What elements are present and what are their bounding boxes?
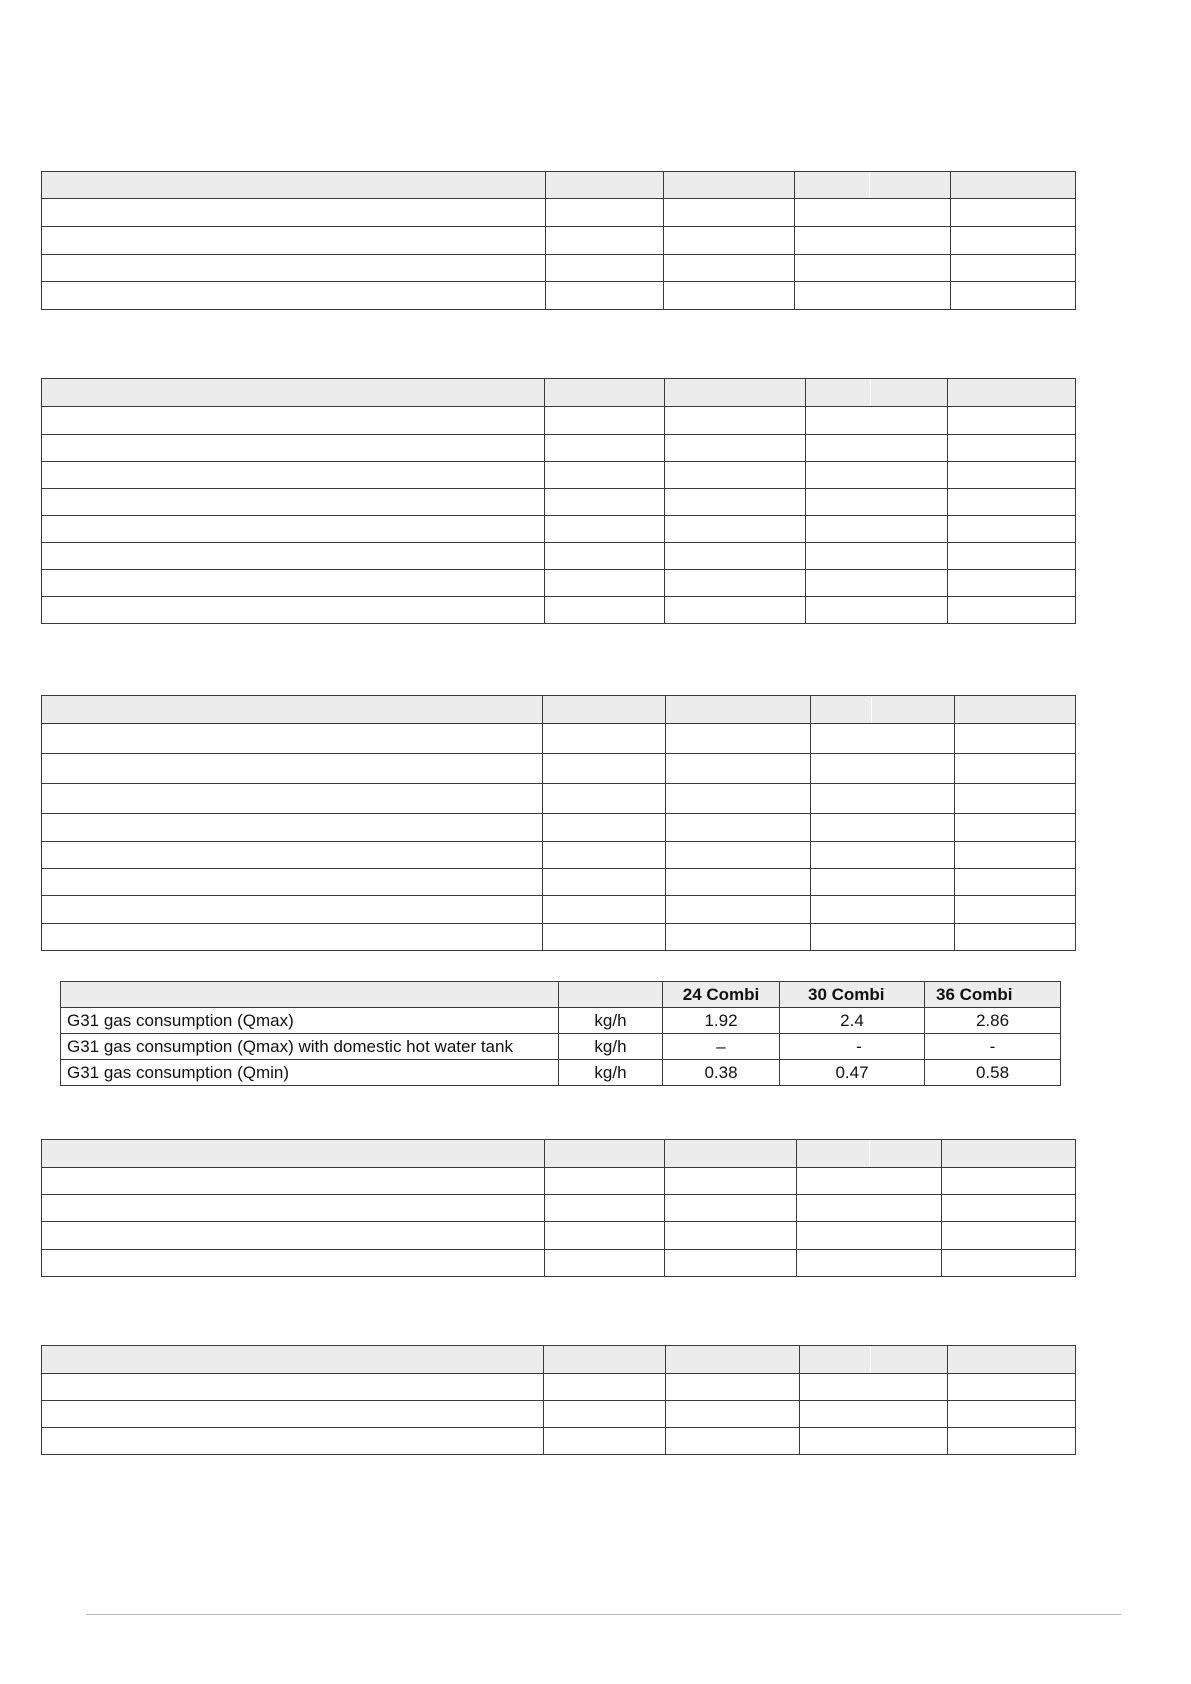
table-row — [42, 570, 1076, 597]
row-label: G31 gas consumption (Qmax) with domestic hot water tank — [61, 1034, 559, 1060]
table-header-row — [42, 1346, 1076, 1374]
table-row — [42, 896, 1076, 924]
table-row — [42, 597, 1076, 624]
table-row — [42, 924, 1076, 951]
row-unit: kg/h — [559, 1008, 663, 1034]
table-row — [42, 1222, 1076, 1250]
value-36-combi: 2.86 — [925, 1008, 1061, 1034]
value-24-combi: – — [663, 1034, 780, 1060]
header-cell-30-combi: 30 Combi — [780, 982, 925, 1008]
blank-table-3 — [41, 695, 1076, 951]
value-24-combi: 1.92 — [663, 1008, 780, 1034]
table-row — [42, 1168, 1076, 1195]
table-row — [42, 1374, 1076, 1401]
value-30-combi: 2.4 — [780, 1008, 925, 1034]
value-36-combi: - — [925, 1034, 1061, 1060]
header-cell-36-combi: 36 Combi — [925, 982, 1061, 1008]
table-header-row — [42, 696, 1076, 724]
value-24-combi: 0.38 — [663, 1060, 780, 1086]
header-cell-24-combi: 24 Combi — [663, 982, 780, 1008]
row-unit: kg/h — [559, 1060, 663, 1086]
value-30-combi: 0.47 — [780, 1060, 925, 1086]
table-header-row — [42, 1140, 1076, 1168]
table-row — [61, 1034, 1061, 1060]
table-row — [42, 724, 1076, 754]
table-row — [42, 489, 1076, 516]
table-row — [42, 199, 1076, 227]
g31-gas-consumption-table — [60, 981, 1061, 1086]
value-30-combi: - — [780, 1034, 925, 1060]
table-row — [42, 814, 1076, 842]
table-row — [61, 1008, 1061, 1034]
table-row — [42, 516, 1076, 543]
table-row — [42, 282, 1076, 310]
table-row — [42, 1250, 1076, 1277]
footer-divider — [86, 1614, 1121, 1615]
table-row — [61, 1060, 1061, 1086]
blank-table-2 — [41, 378, 1076, 624]
row-unit: kg/h — [559, 1034, 663, 1060]
table-row — [42, 462, 1076, 489]
row-label: G31 gas consumption (Qmin) — [61, 1060, 559, 1086]
row-label: G31 gas consumption (Qmax) — [61, 1008, 559, 1034]
table-row — [42, 407, 1076, 435]
header-cell-description — [61, 982, 559, 1008]
table-header-row — [61, 982, 1061, 1008]
blank-table-1 — [41, 171, 1076, 310]
table-row — [42, 754, 1076, 784]
table-row — [42, 1195, 1076, 1222]
table-row — [42, 1401, 1076, 1428]
header-cell-unit — [559, 982, 663, 1008]
table-row — [42, 1428, 1076, 1455]
table-row — [42, 842, 1076, 869]
value-36-combi: 0.58 — [925, 1060, 1061, 1086]
table-row — [42, 869, 1076, 896]
blank-table-5 — [41, 1345, 1076, 1455]
table-row — [42, 227, 1076, 255]
blank-table-4 — [41, 1139, 1076, 1277]
table-header-row — [42, 379, 1076, 407]
table-row — [42, 435, 1076, 462]
table-row — [42, 784, 1076, 814]
table-row — [42, 255, 1076, 282]
table-row — [42, 543, 1076, 570]
table-header-row — [42, 172, 1076, 199]
